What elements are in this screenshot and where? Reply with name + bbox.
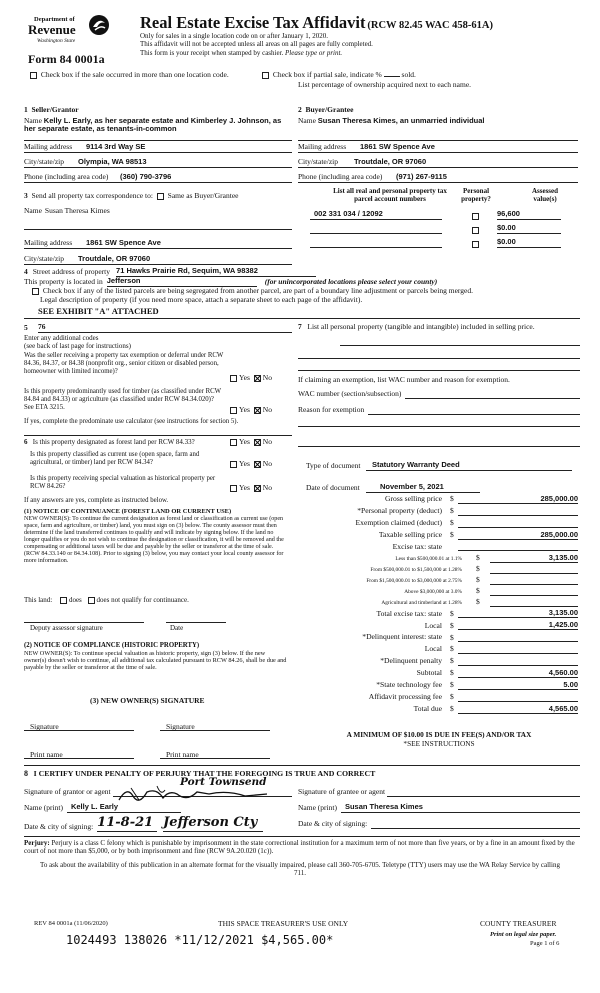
personal-property-checkbox[interactable] [472, 241, 479, 248]
calc-row-label: Exemption claimed (deduct) [355, 517, 442, 527]
header-note-3b: Please type or print. [285, 48, 343, 57]
parcel-row [310, 209, 580, 220]
historic-body: NEW OWNER(S): To continue special valuation as historic property, sign (3) below. If the new owner(s) doesn't wish to continue, all additional tax calculated pursuant to RCW 84.26, shall be due and payable by the seller or transferor at the time of sale. [24, 650, 287, 672]
calc-row-currency: $ [450, 506, 454, 516]
calc-row-label: Local [424, 644, 442, 654]
ownership-pct-note: List percentage of ownership acquired next to each name. [298, 80, 472, 89]
calc-row-label: *State technology fee [376, 680, 442, 690]
parcel-col-head-2: parcel account numbers [354, 195, 426, 204]
dor-logo [28, 16, 110, 46]
dept-name: Revenue [28, 22, 76, 37]
exhibit-note[interactable]: SEE EXHIBIT "A" ATTACHED [38, 306, 159, 316]
calc-row-value[interactable]: 3,135.00 [490, 553, 578, 563]
calc-row-currency: $ [450, 668, 454, 678]
wac-number-label: WAC number (section/subsection) [298, 389, 402, 399]
form-number: Form 84 0001a [28, 52, 105, 66]
personal-property-checkbox[interactable] [472, 227, 479, 234]
calc-row-value[interactable] [458, 506, 578, 516]
same-as-buyer-checkbox[interactable] [157, 193, 164, 200]
calc-row [300, 630, 582, 642]
dept-state: Washington State [37, 38, 76, 44]
calc-row-value[interactable] [458, 656, 578, 666]
seller-phone-value[interactable]: (360) 790-3796 [120, 172, 172, 182]
yes-label: Yes [239, 437, 250, 446]
swirl-logo-icon [88, 14, 110, 36]
predominate-use-note: If yes, complete the predominate use calculator (see instructions for section 5). [24, 418, 239, 425]
calc-row [300, 516, 582, 528]
calc-row-value[interactable]: 285,000.00 [458, 530, 578, 540]
calc-row-currency: $ [476, 585, 480, 595]
sec5-q2-yes-checkbox[interactable] [230, 407, 237, 414]
perjury-text: Perjury is a class C felony which is punishable by imprisonment in the state correctional institution for a maximum term of not more than five years, or by a fine in an amount fixed by the court of not more than $5,000, or by both imprisonment and fine (RCW 9A.20.020 (1c)). [24, 839, 575, 856]
calc-row-currency: $ [476, 596, 480, 606]
calc-row-value[interactable]: 4,565.00 [458, 704, 578, 714]
grantor-city-handwritten[interactable]: Jefferson Cty [163, 816, 263, 832]
calc-row-label: Local [424, 620, 442, 630]
header-note-1: Only for sales in a single location code on or after January 1, 2020. [140, 32, 328, 40]
doc-date-value[interactable]: November 5, 2021 [366, 483, 480, 493]
grantor-name-label: Name (print) [24, 803, 63, 813]
calc-row-label: Above $3,000,000 at 3.0% [404, 589, 462, 596]
sec5-q1-yes-checkbox[interactable] [230, 375, 237, 382]
owner-sig-label-2: Signature [166, 722, 195, 731]
calc-row-currency: $ [450, 644, 454, 654]
doc-date-label: Date of document [306, 483, 360, 493]
grantor-signature-field[interactable] [113, 796, 292, 797]
calc-row [300, 574, 582, 585]
calc-row-currency: $ [450, 608, 454, 618]
owner-print-label-1: Print name [30, 750, 63, 759]
no-label: No [262, 483, 272, 492]
sec6-q3-no-checkbox[interactable] [254, 485, 261, 492]
land-use-code[interactable]: 76 [38, 323, 292, 333]
calc-row-label: From $500,000.01 to $1,500,000 at 1.28% [370, 567, 462, 574]
taxcorr-city-value[interactable]: Troutdale, OR 97060 [78, 254, 151, 264]
see-instructions-note: *SEE INSTRUCTIONS [403, 739, 475, 748]
land-does-not-checkbox[interactable] [88, 597, 95, 604]
deputy-sig-label: Deputy assessor signature [30, 624, 103, 632]
continuance-heading: (1) NOTICE OF CONTINUANCE (FOREST LAND OR CURRENT USE) [24, 508, 232, 515]
calc-row [300, 596, 582, 607]
calc-row-label: Agricultural and timberland at 1.28% [381, 600, 462, 607]
wac-intro: If claiming an exemption, list WAC number and reason for exemption. [298, 375, 510, 384]
segregated-label: Check box if any of the listed parcels are being segregated from another parcel, are part of a boundary line adjustment or parcels being merged. [42, 286, 473, 295]
yes-label: Yes [239, 405, 250, 414]
property-address-value[interactable]: 71 Hawks Prairie Rd, Sequim, WA 98382 [116, 267, 316, 277]
accessibility-note: To ask about the availability of this publication in an alternate format for the visually impaired, please call 360-705-6705. Teletype (TTY) users may use the WA Relay Service by calling 711. [40, 861, 560, 878]
yes-label: Yes [239, 483, 250, 492]
does-not-label: does not qualify for continuance. [96, 596, 189, 604]
assessed-value[interactable]: $0.00 [497, 224, 561, 234]
taxcorr-name-value[interactable]: Susan Theresa Kimes [44, 206, 110, 216]
buyer-phone-value[interactable]: (971) 267-9115 [396, 172, 447, 182]
forest-land-question: Is this property designated as forest land per RCW 84.33? [32, 438, 195, 446]
additional-codes-label: Enter any additional codes [24, 334, 99, 342]
calc-row-currency: $ [450, 692, 454, 702]
sec8-num: 8 [24, 769, 28, 778]
calc-row [300, 618, 582, 630]
parcel-col-head-1: List all real and personal property tax [333, 187, 447, 195]
buyer-num: 2 [298, 105, 302, 114]
calc-row-currency: $ [450, 494, 454, 504]
header-note-2: This affidavit will not be accepted unless all areas on all pages are fully completed. [140, 40, 373, 49]
buyer-phone-label: Phone (including area code) [298, 172, 383, 182]
calc-row-currency: $ [450, 680, 454, 690]
wac-number-field[interactable] [405, 398, 580, 399]
calc-row-currency: $ [450, 518, 454, 528]
calc-row-label: Excise tax: state [392, 541, 442, 551]
sec5-q1-no-checkbox[interactable] [254, 375, 261, 382]
calc-row-currency: $ [476, 552, 480, 562]
sec6-q1-yes-checkbox[interactable] [230, 439, 237, 446]
calc-row-value[interactable] [458, 692, 578, 702]
owner-print-label-2: Print name [166, 750, 199, 759]
property-num: 4 [24, 267, 28, 277]
handwritten-town: Port Townsend [180, 776, 267, 788]
certify-heading: I CERTIFY UNDER PENALTY OF PERJURY THAT THE FOREGOING IS TRUE AND CORRECT [33, 769, 376, 778]
codes-instructions-note: (see back of last page for instructions) [24, 342, 131, 351]
taxcorr-num: 3 [24, 191, 28, 200]
calc-row-value[interactable]: 3,135.00 [458, 608, 578, 618]
buyer-name-value[interactable]: Susan Theresa Kimes, an unmarried individual [317, 115, 485, 125]
calc-row-label: From $1,500,000.01 to $3,000,000 at 2.75% [366, 578, 462, 585]
perjury-label: Perjury: [24, 839, 50, 847]
grantee-name-label: Name (print) [298, 803, 337, 813]
parcel-number[interactable] [310, 247, 442, 248]
calc-row-currency: $ [476, 574, 480, 584]
calc-row [300, 702, 582, 714]
owner-sig-label-1: Signature [30, 722, 59, 731]
parcel-number[interactable]: 002 331 034 / 12092 [310, 210, 442, 220]
calc-row-label: Total due [413, 703, 442, 713]
assessed-col-head-2: value(s) [533, 195, 557, 204]
assessed-value[interactable]: $0.00 [497, 238, 561, 248]
buyer-name-label: Name [298, 115, 316, 125]
seller-city-value[interactable]: Olympia, WA 98513 [78, 157, 147, 167]
current-use-question: Is this property classified as current use (open space, farm and agricultural, or timber) land per RCW 84.34? [30, 451, 200, 466]
calc-row [300, 642, 582, 654]
calc-row [300, 678, 582, 690]
taxcorr-mailing-label: Mailing address [24, 238, 73, 248]
seller-phone-label: Phone (including area code) [24, 172, 109, 182]
calc-row-value[interactable]: 285,000.00 [458, 494, 578, 504]
calc-row-currency: $ [476, 563, 480, 573]
yes-label: Yes [239, 459, 250, 468]
continuance-body: NEW OWNER(S): To continue the current designation as forest land or classification as current use (open space, farm and agriculture, or timber) land, you must sign on (3) below. The county assessor must then determine if the land transferred continues to qualify and will indicate by signing below. If the land no longer qualifies or you do not wish to continue the designation or classification, it will be removed and the compensating or additional taxes will be due and payable by the seller or transferor at the time of sale. (RCW 84.33.140 or 84.34.108). Prior to signing (3) below, you may contact your local county assessor for more information. [24, 516, 284, 565]
seller-mailing-value[interactable]: 9114 3rd Way SE [86, 142, 146, 152]
sec7-num: 7 [298, 322, 302, 331]
partial-sold-label: sold. [401, 70, 416, 79]
sec6-q1-no-checkbox[interactable] [254, 439, 261, 446]
grantee-signature-field[interactable] [387, 796, 580, 797]
calc-row-currency: $ [450, 656, 454, 666]
calc-row-label: Less than $500,000.01 at 1.1% [395, 556, 462, 563]
calc-row-value[interactable] [490, 575, 578, 585]
new-owner-sig-heading: (3) NEW OWNER(S) SIGNATURE [90, 696, 205, 705]
grantee-sig-label: Signature of grantee or agent [298, 787, 386, 797]
county-treasurer-label: COUNTY TREASURER [480, 919, 557, 928]
personal-col-head-1: Personal [462, 187, 490, 195]
property-address-label: Street address of property [32, 267, 111, 277]
multi-location-label: Check box if the sale occurred in more than one location code. [40, 70, 229, 79]
seller-name-label: Name [24, 115, 42, 125]
exemption-question: Was the seller receiving a property tax exemption or deferral under RCW 84.36, 84.37, or 84.38 (nonprofit org., senior citizen or disabled person, homeowner with limited income)? [24, 352, 224, 375]
calc-row-value[interactable]: 1,425.00 [458, 620, 578, 630]
no-label: No [262, 405, 272, 414]
cashier-stamp: 1024493 138026 *11/12/2021 $4,565.00* [66, 933, 334, 947]
sec6-q3-yes-checkbox[interactable] [230, 485, 237, 492]
exemption-reason-field[interactable] [368, 414, 580, 415]
does-label: does [68, 596, 82, 604]
grantor-date-handwritten[interactable]: 11-8-21 [97, 816, 157, 832]
timber-question: Is this property predominantly used for timber (as classified under RCW 84.84 and 84.33) or agriculture (as classified under RCW 84.34.020)? See ETA 3215. [24, 388, 221, 411]
taxcorr-name-label: Name [24, 206, 42, 216]
calc-row [300, 585, 582, 596]
this-land-label: This land: [24, 596, 53, 604]
sec6-num: 6 [24, 438, 28, 446]
calc-row [300, 607, 582, 619]
revision-label: REV 84 0001a (11/06/2020) [34, 920, 108, 927]
assessed-value[interactable]: 96,600 [497, 210, 561, 220]
calc-row-currency: $ [450, 703, 454, 713]
seller-city-label: City/state/zip [24, 157, 64, 167]
minimum-due-note: A MINIMUM OF $10.00 IS DUE IN FEE(S) AND/OR TAX [346, 730, 532, 739]
personal-col-head-2: property? [461, 195, 491, 204]
no-label: No [262, 437, 272, 446]
no-label: No [262, 459, 272, 468]
calc-row-label: *Delinquent interest: state [362, 632, 442, 642]
segregated-checkbox[interactable] [32, 288, 39, 295]
grantor-sig-label: Signature of grantor or agent [24, 787, 111, 797]
located-county-value[interactable]: Jefferson [107, 277, 257, 287]
calc-row-value[interactable] [490, 564, 578, 574]
calc-row [300, 563, 582, 574]
calc-row-value[interactable] [458, 632, 578, 642]
calc-row-label: Total excise tax: state [376, 608, 442, 618]
calc-row-label: Gross selling price [385, 494, 442, 504]
sec5-q2-no-checkbox[interactable] [254, 407, 261, 414]
legal-desc-label: Legal description of property (if you need more space, attach a separate sheet to each page of the affidavit). [40, 295, 363, 304]
legal-paper-note: Print on legal size paper. [490, 931, 557, 938]
form-citation: (RCW 82.45 WAC 458-61A) [367, 20, 493, 31]
unincorporated-note: (for unincorporated locations please select your county) [264, 277, 438, 287]
calc-row-value[interactable] [458, 541, 578, 551]
deputy-date-label: Date [170, 624, 184, 632]
page-number: Page 1 of 6 [530, 940, 560, 947]
historic-question: Is this property receiving special valuation as historical property per RCW 84.26? [30, 475, 216, 490]
calc-row-value[interactable] [458, 518, 578, 528]
form-title: Real Estate Excise Tax Affidavit [140, 13, 366, 32]
calc-row-value[interactable]: 4,560.00 [458, 668, 578, 678]
historic-heading: (2) NOTICE OF COMPLIANCE (HISTORIC PROPERTY) [24, 642, 200, 649]
taxcorr-mailing-value[interactable]: 1861 SW Spence Ave [86, 238, 161, 248]
seller-heading: Seller/Grantor [31, 105, 79, 114]
parcel-number[interactable] [310, 233, 442, 234]
personal-property-checkbox[interactable] [472, 213, 479, 220]
buyer-heading: Buyer/Grantee [305, 105, 354, 114]
personal-property-label: List all personal property (tangible and intangible) included in selling price. [307, 322, 535, 331]
buyer-city-label: City/state/zip [298, 157, 338, 167]
calc-row-currency: $ [450, 632, 454, 642]
calc-row-value[interactable] [490, 597, 578, 607]
buyer-mailing-label: Mailing address [298, 142, 347, 152]
multi-location-checkbox[interactable] [30, 72, 37, 79]
if-yes-note: If any answers are yes, complete as instructed below. [24, 497, 169, 504]
taxcorr-heading: Send all property tax correspondence to: [31, 191, 153, 200]
calc-row-label: *Personal property (deduct) [357, 506, 442, 516]
seller-mailing-label: Mailing address [24, 142, 73, 152]
treasurer-use-label: THIS SPACE TREASURER'S USE ONLY [218, 919, 349, 928]
calc-row [300, 540, 582, 552]
buyer-city-value[interactable]: Troutdale, OR 97060 [354, 157, 427, 167]
calc-row-value[interactable] [490, 586, 578, 596]
calc-row-label: *Delinquent penalty [380, 656, 442, 666]
taxcorr-city-label: City/state/zip [24, 254, 64, 264]
partial-sale-label: Check box if partial sale, indicate % [272, 70, 382, 79]
calc-row [300, 690, 582, 702]
land-does-checkbox[interactable] [60, 597, 67, 604]
calc-row [300, 504, 582, 516]
calc-row-currency: $ [450, 529, 454, 539]
partial-sale-checkbox[interactable] [262, 72, 269, 79]
doc-type-label: Type of document [306, 461, 361, 471]
buyer-mailing-value[interactable]: 1861 SW Spence Ave [360, 142, 435, 152]
calc-row-label: Affidavit processing fee [368, 691, 442, 701]
sec5-num: 5 [24, 323, 28, 333]
calc-row [300, 528, 582, 540]
calc-row-currency: $ [450, 620, 454, 630]
calc-row [300, 666, 582, 678]
yes-label: Yes [239, 373, 250, 382]
grantor-name-value[interactable]: Kelly L. Early [67, 803, 181, 813]
calc-row [300, 492, 582, 504]
sec6-q2-no-checkbox[interactable] [254, 461, 261, 468]
assessed-col-head-1: Assessed [531, 187, 559, 195]
calc-row-label: Taxable selling price [378, 529, 442, 539]
calc-row [300, 552, 582, 563]
calc-row [300, 654, 582, 666]
seller-name-value[interactable]: Kelly L. Early, as her separate estate and Kimberley J. Johnson, as her separate estate, as tenants-in-common [24, 115, 282, 134]
header-note-3: This form is your receipt when stamped by cashier. [140, 48, 284, 57]
dept-line1: Department of [34, 16, 75, 23]
doc-type-value[interactable]: Statutory Warranty Deed [366, 461, 572, 471]
same-as-buyer-label: Same as Buyer/Grantee [167, 191, 239, 200]
partial-pct-field[interactable] [384, 76, 400, 77]
exemption-reason-label: Reason for exemption [298, 405, 365, 415]
calc-row-label: Subtotal [416, 668, 442, 678]
calc-row-value[interactable]: 5.00 [458, 680, 578, 690]
seller-num: 1 [24, 105, 28, 114]
no-label: No [262, 373, 272, 382]
grantee-name-value[interactable]: Susan Theresa Kimes [341, 803, 580, 813]
grantee-date-city-label: Date & city of signing: [298, 819, 368, 829]
parcel-row [310, 237, 580, 248]
calc-row-value[interactable] [458, 644, 578, 654]
sec6-q2-yes-checkbox[interactable] [230, 461, 237, 468]
grantee-date-city-field[interactable] [371, 828, 580, 829]
grantor-date-city-label: Date & city of signing: [24, 822, 94, 832]
parcel-row [310, 223, 580, 234]
located-label: This property is located in [24, 277, 103, 287]
